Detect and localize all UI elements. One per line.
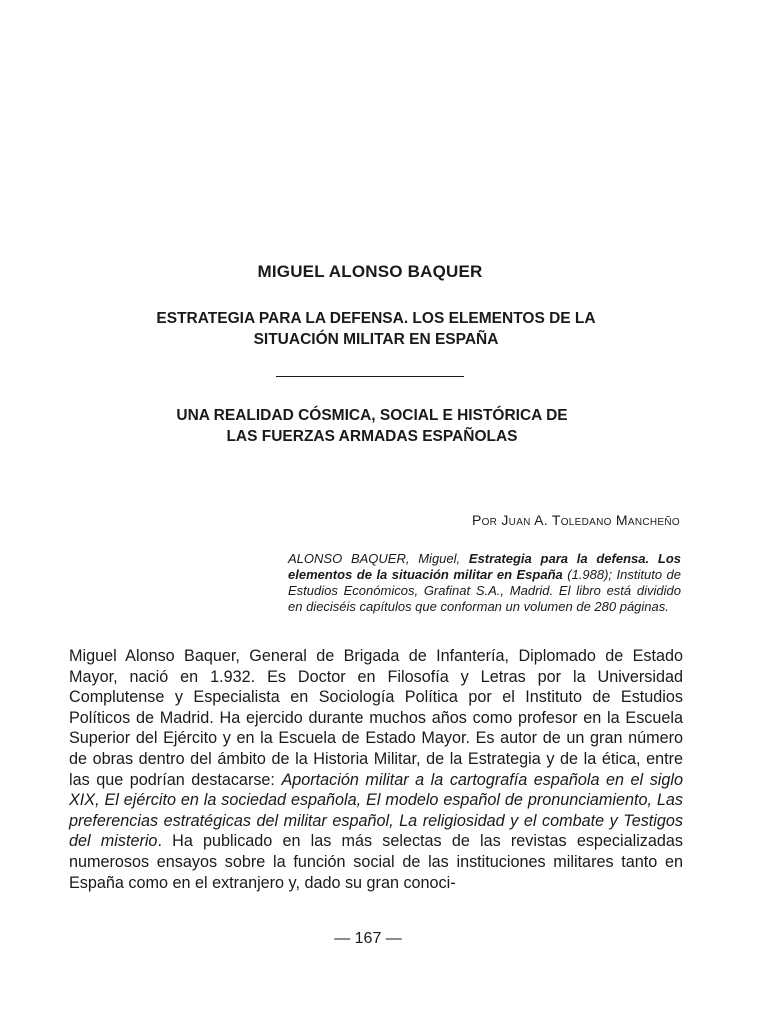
title-divider xyxy=(276,376,464,377)
review-subtitle xyxy=(0,405,744,447)
page-number: — 167 — xyxy=(334,930,402,947)
author-heading: MIGUEL ALONSO BAQUER xyxy=(257,262,483,281)
subtitle-line-1: UNA REALIDAD CÓSMICA, SOCIAL E HISTÓRICA DE xyxy=(176,407,568,424)
bibliographic-reference xyxy=(288,551,681,615)
bib-publication-details: (1.988); Instituto de Estudios Económicos, Grafinat S.A., Madrid. El libro está dividido en dieciséis capítulos que conforman un volumen de 280 páginas. xyxy=(288,567,682,614)
body-text-part-2: . Ha publicado en las más selectas de las revistas especializadas numerosos ensayos sobre la función social de las instituciones militares tanto en España como en el extranjero y, dado su gran conoci- xyxy=(69,832,683,892)
book-title-heading xyxy=(0,308,752,350)
bib-author: ALONSO BAQUER, Miguel, xyxy=(288,551,469,566)
body-paragraph xyxy=(69,646,683,893)
book-title-line-1: ESTRATEGIA PARA LA DEFENSA. LOS ELEMENTOS DE LA xyxy=(156,310,596,327)
body-text-part-1: Miguel Alonso Baquer, General de Brigada de Infantería, Diplomado de Estado Mayor, nació en 1.932. Es Doctor en Filosofía y Letras por la Universidad Complutense y Especialista en Sociología Política por el Instituto de Estudios Políticos de Madrid. Ha ejercido durante muchos años como profesor en la Escuela Superior del Ejército y en la Escuela de Estado Mayor. Es autor de un gran número de obras dentro del ámbito de la Historia Militar, de la Estrategia y de la ética, entre las que podrían destacarse: xyxy=(69,647,683,789)
subtitle-line-2: LAS FUERZAS ARMADAS ESPAÑOLAS xyxy=(226,428,518,445)
byline: Por Juan A. Toledano Mancheño xyxy=(471,512,680,528)
body-works-list: Aportación militar a la cartografía española en el siglo XIX, El ejército en la sociedad española, El modelo español de pronunciamiento, Las preferencias estratégicas del militar español, La religiosidad y el combate y Testigos del misterio xyxy=(69,770,683,851)
bib-book-title: Estrategia para la defensa. Los elementos de la situación militar en España xyxy=(288,551,681,582)
book-title-line-2: SITUACIÓN MILITAR EN ESPAÑA xyxy=(253,331,499,348)
